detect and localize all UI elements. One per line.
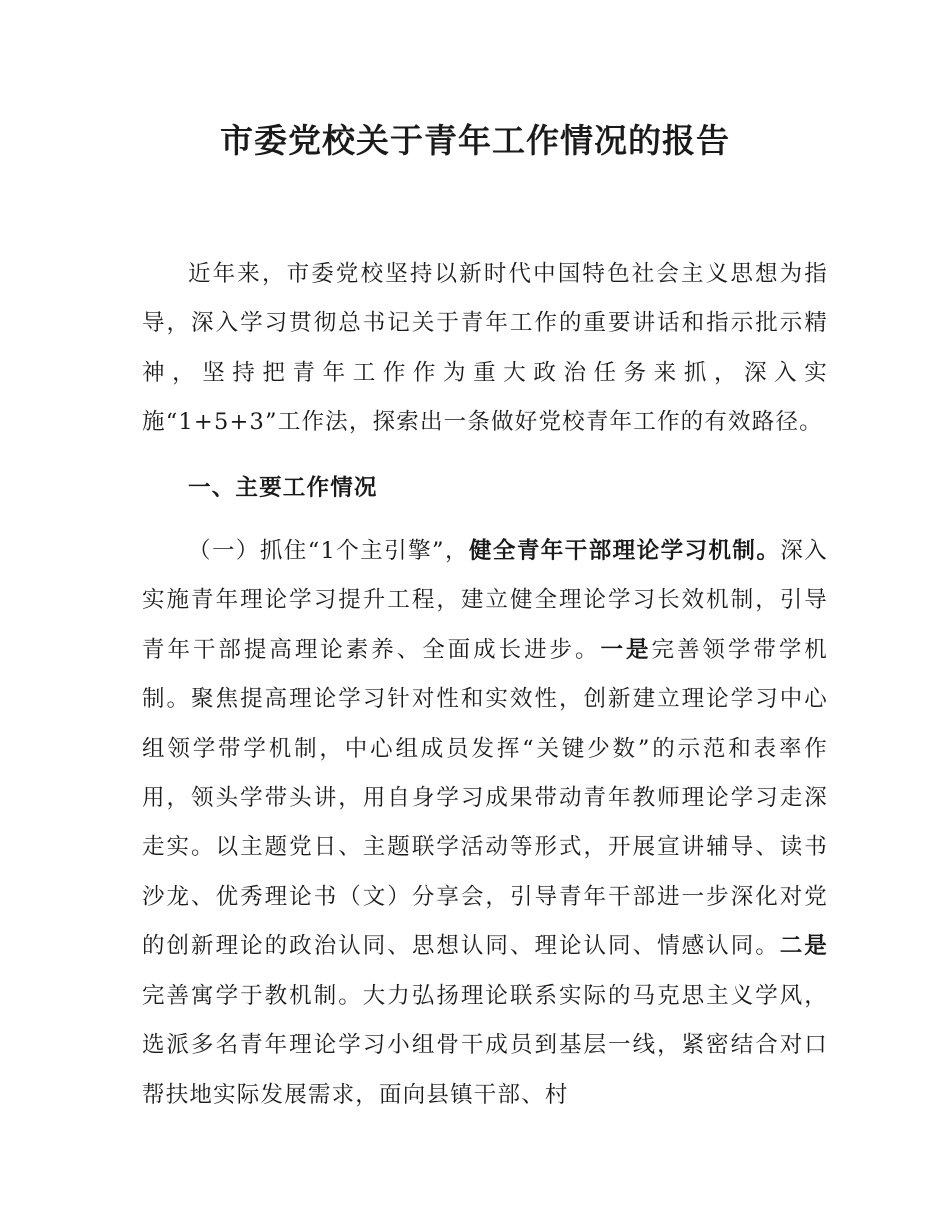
subsection-prefix: （一）抓住“1个主引擎”， [188,538,469,565]
point-2-text: 完善寓学于教机制。大力弘扬理论联系实际的马克思主义学风，选派多名青年理论学习小组骨干成员到基层一线，紧密结合对口帮扶地实际发展需求，面向县镇干部、村 [142,982,828,1108]
subsection-paragraph [142,527,828,1120]
intro-paragraph: 近年来，市委党校坚持以新时代中国特色社会主义思想为指导，深入学习贯彻总书记关于青年工作的重要讲话和指示批示精神，坚持把青年工作作为重大政治任务来抓，深入实施“1+5+3”工作法，探索出一条做好党校青年工作的有效路径。 [142,261,828,436]
point-1-label: 一是 [600,636,652,663]
section-heading: 一、主要工作情况 [188,474,378,501]
document-body [142,250,828,1120]
subsection-text: 深入实施青年理论学习提升工程，建立健全理论学习长效机制，引导青年干部提高理论素养、全面成长进步。 [142,538,828,663]
subsection-title: 健全青年干部理论学习机制。 [468,538,781,565]
document-title: 市委党校关于青年工作情况的报告 [220,121,730,160]
point-1-text: 完善领学带学机制。聚焦提高理论学习针对性和实效性，创新建立理论学习中心组领学带学机制，中心组成员发挥“关键少数”的示范和表率作用，领头学带头讲，用自身学习成果带动青年教师理论学习走深走实。以主题党日、主题联学活动等形式，开展宣讲辅导、读书沙龙、优秀理论书（文）分享会，引导青年干部进一步深化对党的创新理论的政治认同、思想认同、理论认同、情感认同。 [142,636,829,960]
point-2-label: 二是 [779,933,828,960]
